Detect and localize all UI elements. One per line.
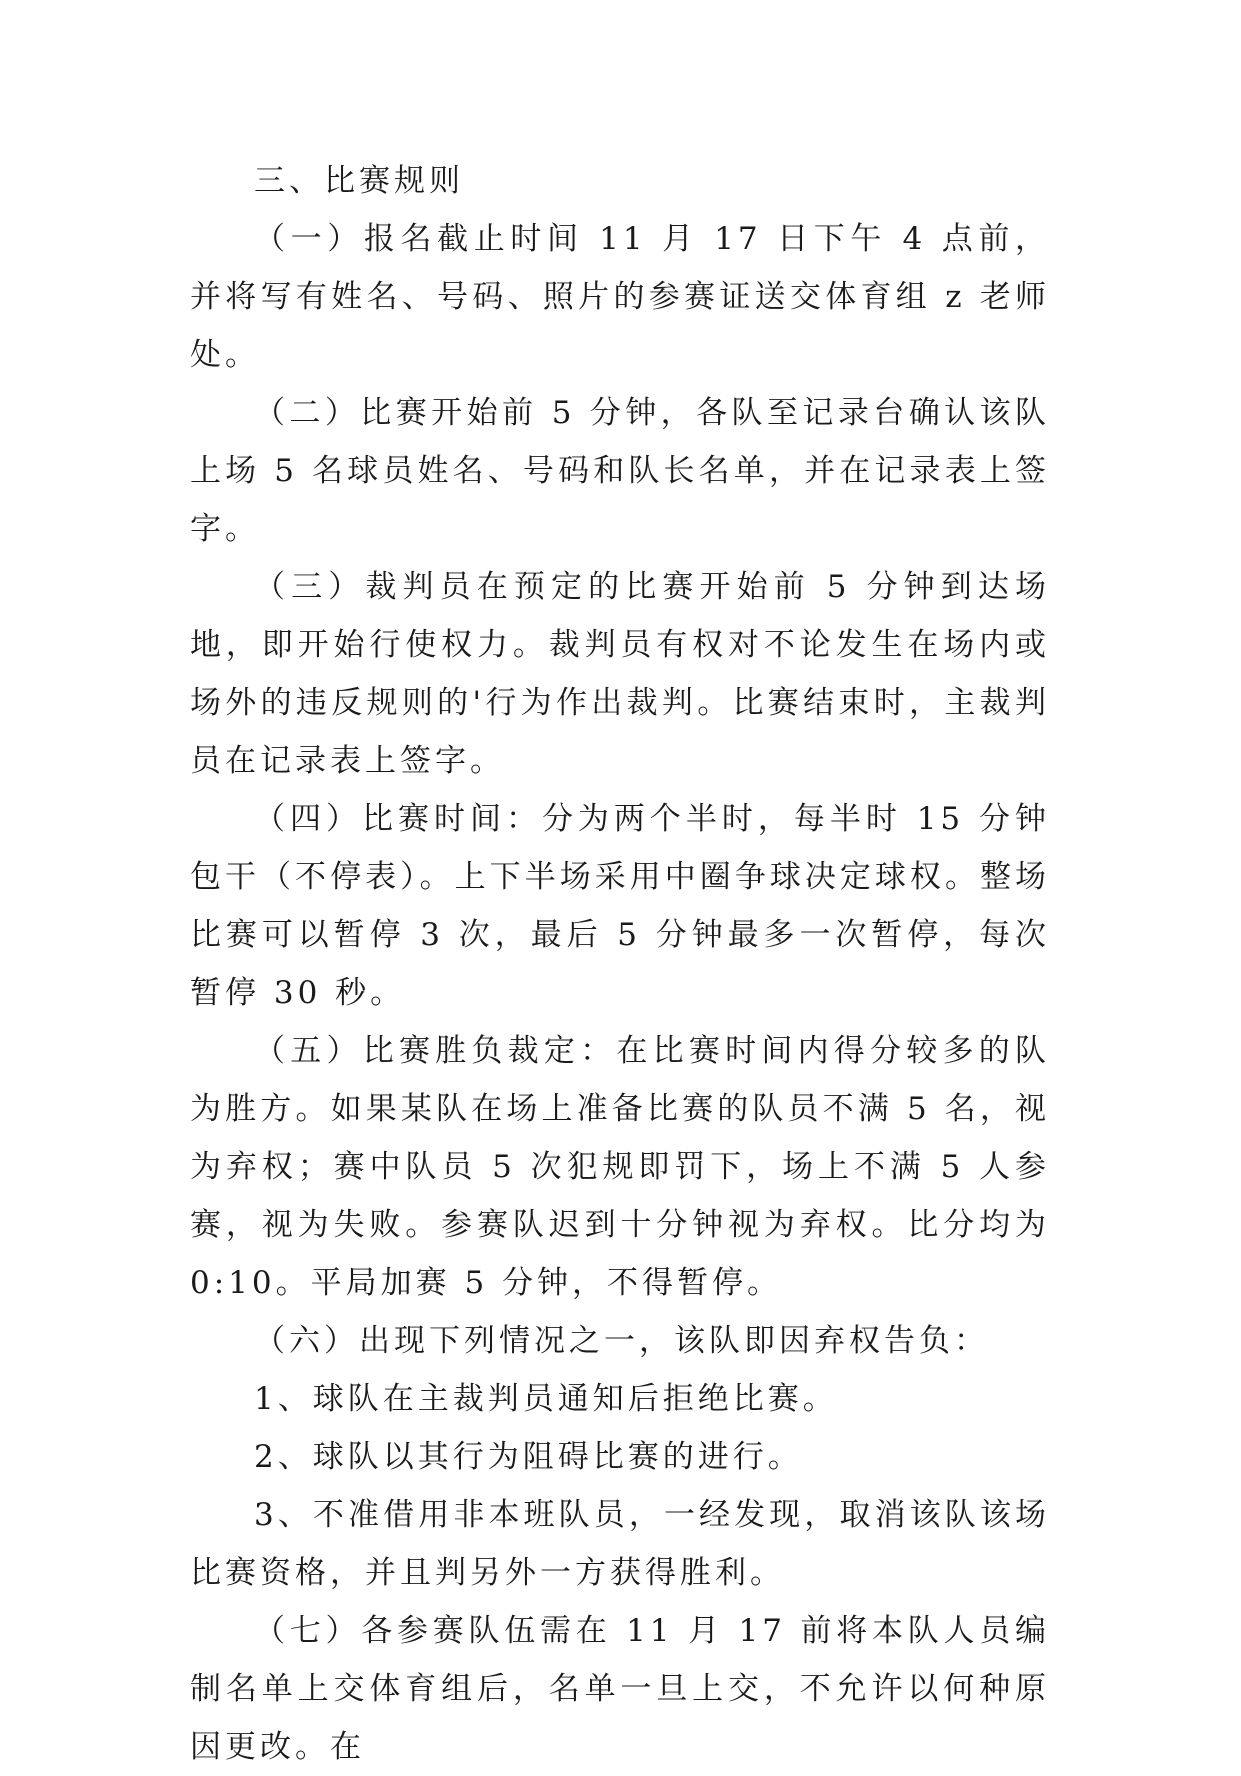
rule-paragraph-6: （六）出现下列情况之一，该队即因弃权告负： — [254, 1323, 989, 1359]
rule-paragraph-7: （七）各参赛队伍需在 11 月 17 前将本队人员编制名单上交体育组后，名单一旦上交，不允许以何种原因更改。在 — [190, 1613, 1050, 1765]
rule-paragraph-1: （一）报名截止时间 11 月 17 日下午 4 点前，并将写有姓名、号码、照片的参赛证送交体育组 z 老师处。 — [190, 221, 1050, 373]
section-heading: 三、比赛规则 — [254, 163, 464, 199]
rule-paragraph-2: （二）比赛开始前 5 分钟，各队至记录台确认该队上场 5 名球员姓名、号码和队长名单，并在记录表上签字。 — [190, 395, 1050, 547]
forfeit-item-3: 3、不准借用非本班队员，一经发现，取消该队该场比赛资格，并且判另外一方获得胜利。 — [190, 1497, 1050, 1591]
rule-paragraph-4: （四）比赛时间：分为两个半时，每半时 15 分钟包干（不停表）。上下半场采用中圈争球决定球权。整场比赛可以暂停 3 次，最后 5 分钟最多一次暂停，每次暂停 30 秒。 — [190, 801, 1050, 1011]
rule-paragraph-3: （三）裁判员在预定的比赛开始前 5 分钟到达场地，即开始行使权力。裁判员有权对不论发生在场内或场外的违反规则的'行为作出裁判。比赛结束时，主裁判员在记录表上签字。 — [190, 569, 1050, 779]
forfeit-item-1: 1、球队在主裁判员通知后拒绝比赛。 — [254, 1381, 838, 1417]
forfeit-item-2: 2、球队以其行为阻碍比赛的进行。 — [254, 1439, 803, 1475]
rule-paragraph-5: （五）比赛胜负裁定：在比赛时间内得分较多的队为胜方。如果某队在场上准备比赛的队员不满 5 名，视为弃权；赛中队员 5 次犯规即罚下，场上不满 5 人参赛，视为失败。参赛队迟到十分钟视为弃权。比分均为 0:10。平局加赛 5 分钟，不得暂停。 — [190, 1033, 1050, 1301]
document-body — [190, 152, 1050, 1776]
